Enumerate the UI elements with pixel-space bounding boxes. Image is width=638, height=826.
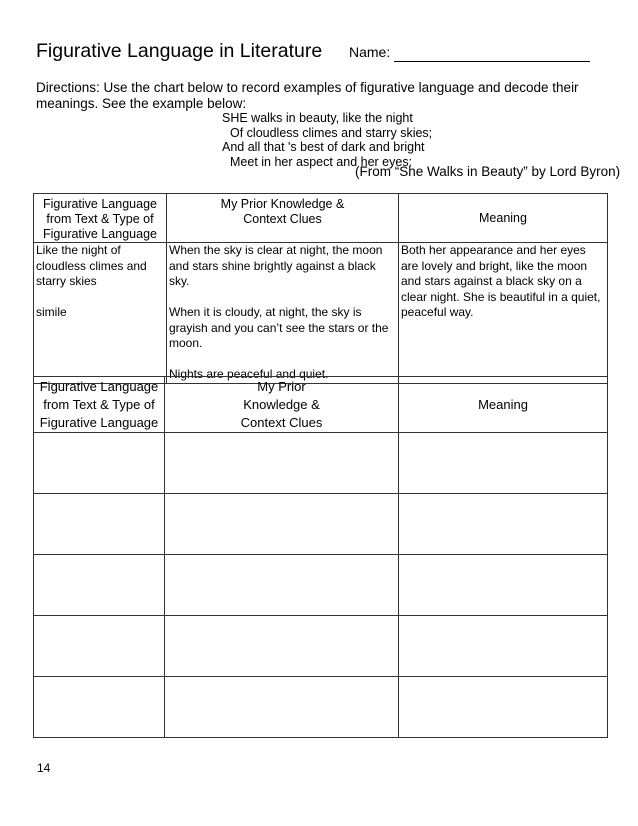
blank-cell[interactable]: [165, 616, 399, 677]
example-meaning: Both her appearance and her eyes are lovely and bright, like the moon and stars against a black sky on a clear night. She is beautiful in a quiet, peaceful way.: [401, 243, 601, 319]
poem-line-3: And all that 's best of dark and bright: [222, 140, 425, 154]
name-blank-line: [394, 61, 590, 62]
example-knowledge-cell: [167, 243, 399, 384]
blank-cell[interactable]: [34, 677, 165, 738]
knowledge-paragraph-1: When the sky is clear at night, the moon and stars shine brightly against a black sky.: [169, 243, 383, 288]
header-figurative-language: Figurative Language from Text & Type of Figurative Language: [34, 377, 165, 433]
directions-text: Directions: Use the chart below to record examples of figurative language and decode their meanings. See the example below:: [36, 80, 579, 111]
blank-cell[interactable]: [399, 616, 608, 677]
blank-row-2: [34, 494, 608, 555]
example-table: [33, 193, 608, 384]
blank-row-4: [34, 616, 608, 677]
blank-cell[interactable]: [165, 433, 399, 494]
header-prior-knowledge: My Prior Knowledge & Context Clues: [165, 377, 399, 433]
blank-cell[interactable]: [165, 494, 399, 555]
example-row: [34, 243, 608, 384]
header-figurative-language: Figurative Language from Text & Type of Figurative Language: [34, 194, 167, 243]
example-quote: Like the night of cloudless climes and starry skies: [36, 243, 147, 288]
blank-cell[interactable]: [165, 555, 399, 616]
poem-citation: (From “She Walks in Beauty” by Lord Byron): [355, 164, 621, 179]
response-table: [33, 376, 608, 738]
poem-line-4: Meet in her aspect and her eyes:: [230, 154, 413, 169]
blank-cell[interactable]: [34, 494, 165, 555]
knowledge-paragraph-3: Nights are peaceful and quiet.: [169, 367, 329, 381]
example-header-row: [34, 194, 608, 243]
page-title: Figurative Language in Literature: [36, 40, 323, 62]
blank-cell[interactable]: [399, 433, 608, 494]
blank-cell[interactable]: [34, 616, 165, 677]
example-meaning-cell: [399, 243, 608, 384]
blank-row-3: [34, 555, 608, 616]
header-meaning: Meaning: [399, 377, 608, 433]
header-prior-knowledge: My Prior Knowledge & Context Clues: [167, 194, 399, 243]
name-label: Name:: [349, 44, 391, 60]
blank-cell[interactable]: [399, 677, 608, 738]
example-type: simile: [36, 305, 67, 319]
blank-cell[interactable]: [399, 494, 608, 555]
example-figurative-cell: [34, 243, 167, 384]
poem-line-1: SHE walks in beauty, like the night: [222, 111, 413, 125]
page-number: 14: [37, 761, 51, 775]
blank-cell[interactable]: [399, 555, 608, 616]
blank-row-5: [34, 677, 608, 738]
poem-line-2: Of cloudless climes and starry skies;: [230, 125, 433, 140]
response-header-row: [34, 377, 608, 433]
blank-cell[interactable]: [34, 555, 165, 616]
knowledge-paragraph-2: When it is cloudy, at night, the sky is grayish and you can’t see the stars or the moon.: [169, 305, 389, 350]
header-meaning: Meaning: [399, 194, 608, 243]
blank-cell[interactable]: [165, 677, 399, 738]
blank-cell[interactable]: [34, 433, 165, 494]
blank-row-1: [34, 433, 608, 494]
